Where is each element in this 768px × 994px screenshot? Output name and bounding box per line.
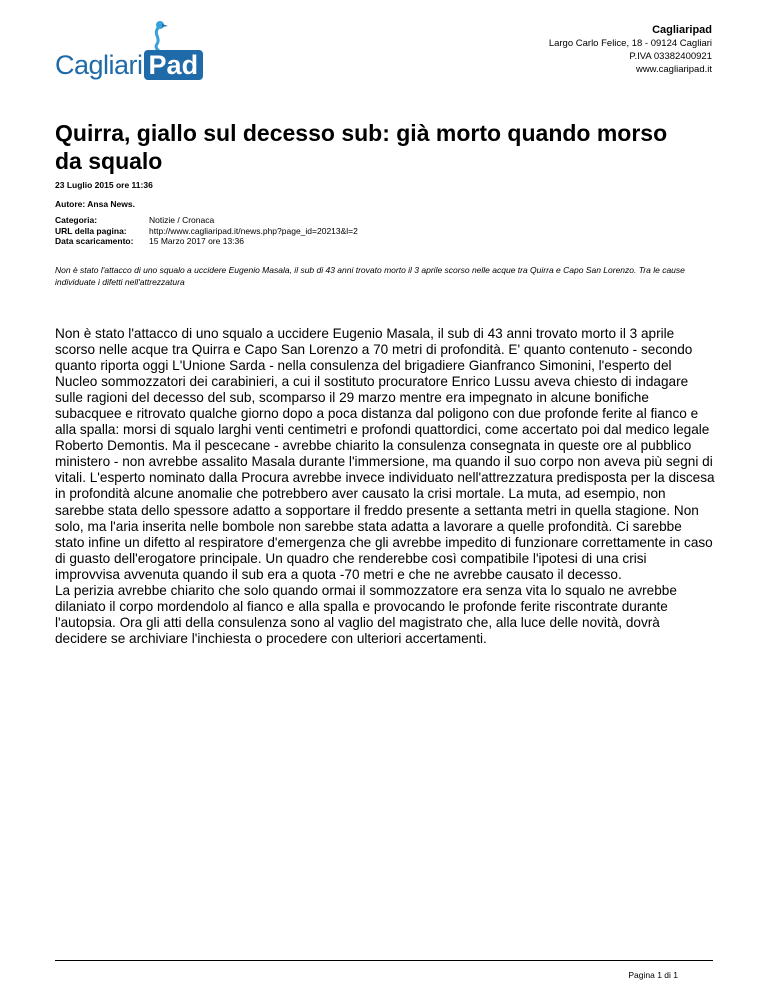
meta-label: URL della pagina: (55, 225, 127, 236)
company-name: Cagliaripad (652, 24, 712, 36)
page-number: Pagina 1 di 1 (628, 970, 678, 980)
article-meta (55, 215, 358, 247)
meta-label: Categoria: (55, 215, 98, 225)
article-date: 23 Luglio 2015 ore 11:36 (55, 180, 153, 190)
article-paragraph: La perizia avrebbe chiarito che solo quando ormai il sommozzatore era senza vita lo squalo ne avrebbe dilaniato il corpo mordendolo al fianco e alla spalla e provocando le profonde ferite riscontrate durante l'autopsia. Ora gli atti della consulenza sono al vaglio del magistrato che, alla luce delle novità, dovrà decidere se archiviare l'inchiesta o procedere con ulteriori accertamenti. (55, 582, 677, 646)
meta-value-category: Notizie / Cronaca (149, 215, 215, 225)
meta-row-url (55, 226, 358, 237)
footer-divider (55, 960, 713, 961)
company-address: Largo Carlo Felice, 18 - 09124 Cagliari (548, 38, 712, 49)
logo-text-pad: Pad (144, 50, 204, 80)
company-vat: P.IVA 03382400921 (629, 51, 712, 63)
cagliaripad-logo (55, 20, 205, 82)
article-title: Quirra, giallo sul decesso sub: già morto quando morso da squalo (55, 120, 668, 174)
meta-row-category (55, 215, 358, 226)
meta-value-download-date: 15 Marzo 2017 ore 13:36 (149, 236, 244, 247)
article-paragraph: Non è stato l'attacco di uno squalo a uccidere Eugenio Masala, il sub di 43 anni trovato morto il 3 aprile scorso nelle acque tra Quirra e Capo San Lorenzo a 70 metri di profondità. E' quanto contenuto - secondo quanto riporta oggi L'Unione Sarda - nella consulenza del brigadiere Gianfranco Simonini, l'esperto del Nucleo sommozzatori dei carabinieri, a cui il sostituto procuratore Enrico Lussu aveva chiesto di indagare sulle ragioni del decesso del sub, scomparso il 29 marzo mentre era impegnato in alcune bonifiche subacquee e ritrovato qualche giorno dopo a poca distanza dal poligono con due profonde ferite al fianco e alla spalla: morsi di squalo larghi venti centimetri e profondi quattordici, come accertato poi dal medico legale Roberto Demontis. Ma il pescecane - avrebbe chiarito la consulenza consegnata in queste ore al pubblico ministero - non avrebbe assalito Masala durante l'immersione, ma quando il suo corpo non aveva più segni di vitali. L'esperto nominato dalla Procura avrebbe invece individuato nell'attrezzatura predisposta per la discesa in profondità alcune anomalie che potrebbero aver causato la crisi mortale. La muta, ad esempio, non sarebbe stata dello spessore adatto a sopportare il freddo presente a settanta metri in quella stagione. Non solo, ma l'aria inserita nelle bombole non sarebbe stata adatta a lavorare a quelle profondità. Ci sarebbe stato infine un difetto al respiratore d'emergenza che gli avrebbe impedito di funzionare correttamente in caso di guasto dell'erogatore principale. Un quadro che renderebbe così compatibile l'ipotesi di una crisi improvvisa avvenuta quando il sub era a quota -70 metri e che ne avrebbe causato il decesso. (55, 326, 715, 582)
meta-label: Data scaricamento: (55, 236, 134, 247)
article-summary: Non è stato l'attacco di uno squalo a uccidere Eugenio Masala, il sub di 43 anni trovato morto il 3 aprile scorso nelle acque tra Quirra e Capo San Lorenzo. Tra le cause individuate i difetti nell'attrezzatura (55, 265, 685, 287)
company-info (549, 23, 712, 77)
logo-text-cagliari: Cagliari (55, 50, 143, 80)
company-website[interactable]: www.cagliaripad.it (635, 64, 712, 76)
meta-value-url[interactable]: http://www.cagliaripad.it/news.php?page_id=20213&l=2 (149, 225, 358, 236)
article-body (55, 326, 715, 647)
meta-row-download-date (55, 236, 358, 247)
article-author: Autore: Ansa News. (55, 199, 135, 209)
